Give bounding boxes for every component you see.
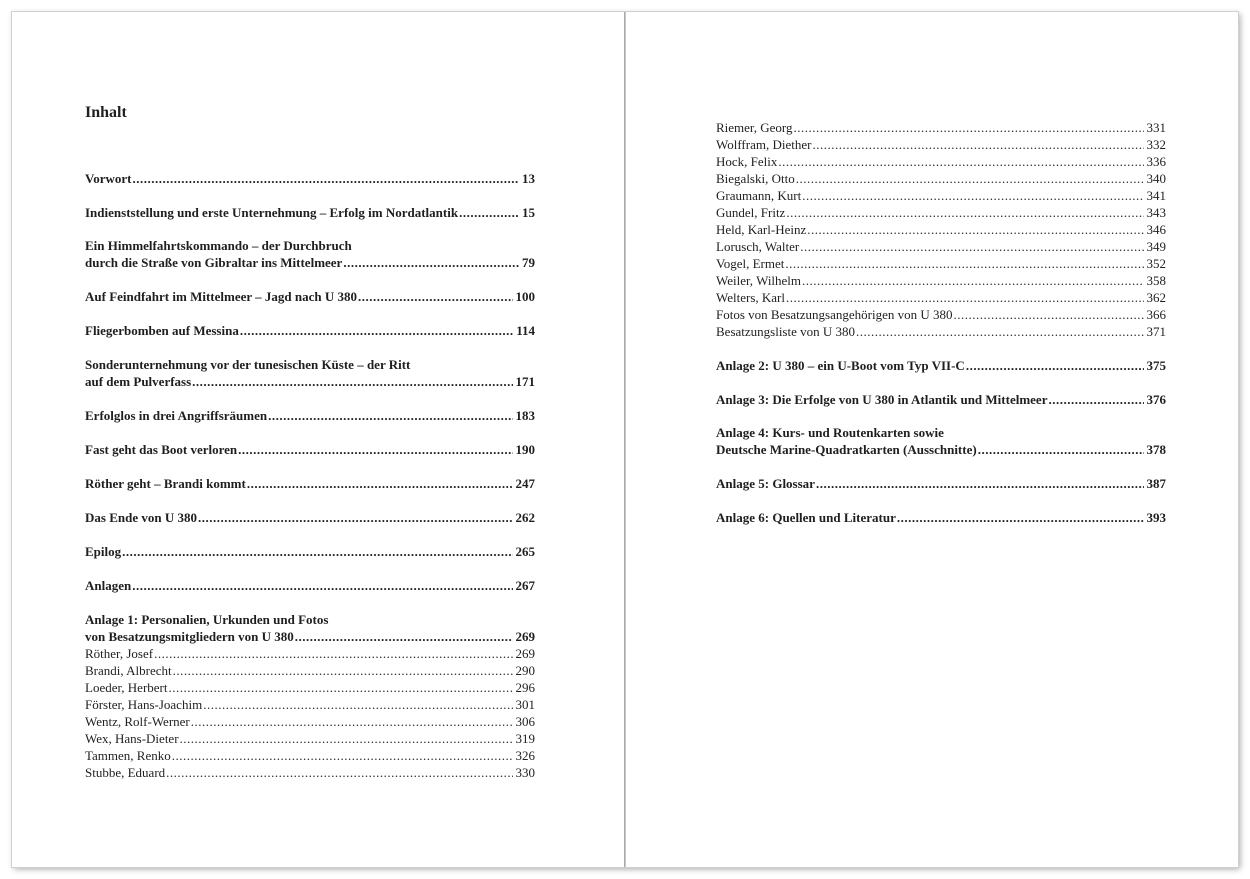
toc-entry-row [716, 289, 1166, 306]
toc-entry-page-number: 296 [515, 680, 535, 695]
dot-leader [238, 441, 512, 458]
toc-entry-page-number: 290 [515, 663, 535, 678]
dot-leader [173, 662, 513, 679]
toc-entry [85, 577, 535, 594]
toc-entry-page-number: 336 [1146, 154, 1166, 169]
toc-entry-row [85, 441, 535, 458]
toc-entry [85, 407, 535, 424]
toc-entry-row [716, 136, 1166, 153]
toc-entry-page-number: 340 [1146, 171, 1166, 186]
dot-leader [198, 509, 513, 526]
toc-entry-row [85, 204, 535, 221]
toc-entry-row [85, 170, 535, 187]
toc-entry-label: Indienststellung und erste Unternehmung – Erfolg im Nordatlantik [85, 205, 459, 220]
toc-entry-label: von Besatzungsmitgliedern von U 380 [85, 629, 294, 644]
toc-entry [85, 204, 535, 221]
dot-leader [785, 255, 1143, 272]
dot-leader [794, 119, 1144, 136]
toc-entry [716, 306, 1166, 323]
toc-entry-label: Erfolglos in drei Angriffsräumen [85, 408, 268, 423]
toc-entry-row [716, 119, 1166, 136]
toc-entry-page-number: 183 [515, 408, 535, 423]
toc-entry-label: Anlage 5: Glossar [716, 476, 815, 491]
toc-entry-row [85, 322, 535, 339]
toc-entry [85, 679, 535, 696]
toc-entry-page-number: 13 [522, 171, 535, 186]
toc-entry-row [716, 391, 1166, 408]
toc-entry-row [716, 357, 1166, 374]
toc-entry-label: Auf Feindfahrt im Mittelmeer – Jagd nach U 380 [85, 289, 358, 304]
dot-leader [203, 696, 512, 713]
toc-entry [85, 356, 535, 390]
toc-entry-page-number: 349 [1146, 239, 1166, 254]
toc-entry-label: Anlagen [85, 578, 132, 593]
dot-leader [800, 238, 1143, 255]
toc-entry-row [85, 679, 535, 696]
dot-leader [247, 475, 513, 492]
toc-entry-label: Wex, Hans-Dieter [85, 731, 179, 746]
toc-entry-row [716, 509, 1166, 526]
dot-leader [954, 306, 1144, 323]
toc-entry-label: Welters, Karl [716, 290, 785, 305]
toc-entry-row [85, 662, 535, 679]
toc-entry-page-number: 378 [1146, 442, 1166, 457]
toc-entry [716, 509, 1166, 526]
toc-entry [716, 323, 1166, 340]
dot-leader [856, 323, 1143, 340]
toc-entry-row [85, 628, 535, 645]
toc-entry-label: Deutsche Marine-Quadratkarten (Ausschnitte) [716, 442, 977, 457]
dot-leader [786, 204, 1143, 221]
toc-entry-label: Lorusch, Walter [716, 239, 800, 254]
toc-entry-page-number: 79 [522, 255, 535, 270]
toc-entry [716, 424, 1166, 458]
dot-leader [459, 204, 519, 221]
toc-entry-label: Brandi, Albrecht [85, 663, 172, 678]
toc-entry-page-number: 269 [515, 646, 535, 661]
toc-entry [85, 611, 535, 645]
toc-entry-title-line: Anlage 1: Personalien, Urkunden und Fotos [85, 612, 329, 627]
dot-leader [268, 407, 512, 424]
book-spread [12, 12, 1238, 867]
dot-leader [169, 679, 513, 696]
toc-entry [716, 475, 1166, 492]
toc-entry [716, 153, 1166, 170]
toc-entry-label: Weiler, Wilhelm [716, 273, 802, 288]
toc-entry-label: Epilog [85, 544, 122, 559]
dot-leader [132, 577, 512, 594]
toc-entry-row [716, 323, 1166, 340]
toc-entry-row [85, 288, 535, 305]
toc-entry [85, 322, 535, 339]
toc-entry-page-number: 100 [515, 289, 535, 304]
toc-entry-row [85, 764, 535, 781]
toc-entry [85, 543, 535, 560]
toc-entry-row [85, 254, 535, 271]
toc-entry-label: Das Ende von U 380 [85, 510, 197, 525]
toc-left [12, 12, 624, 867]
dot-leader [122, 543, 512, 560]
toc-entry [716, 391, 1166, 408]
toc-entry-label: Anlage 3: Die Erfolge von U 380 in Atlantik und Mittelmeer [716, 392, 1048, 407]
toc-entry [85, 170, 535, 187]
toc-entry-page-number: 114 [516, 323, 535, 338]
toc-entry-page-number: 247 [515, 476, 535, 491]
dot-leader [978, 441, 1144, 458]
dot-leader [180, 730, 513, 747]
toc-entry-label: Loeder, Herbert [85, 680, 168, 695]
dot-leader [778, 153, 1143, 170]
toc-entry [716, 289, 1166, 306]
toc-entry-label: Held, Karl-Heinz [716, 222, 807, 237]
toc-entry [85, 713, 535, 730]
toc-entry-row [716, 170, 1166, 187]
dot-leader [802, 187, 1143, 204]
toc-entry-row [85, 696, 535, 713]
toc-entry-label: Vorwort [85, 171, 132, 186]
toc-entry-row [716, 238, 1166, 255]
toc-entry-label: Vogel, Ermet [716, 256, 785, 271]
toc-entry-row [85, 645, 535, 662]
toc-entry-row [716, 255, 1166, 272]
dot-leader [358, 288, 512, 305]
toc-entry-page-number: 306 [515, 714, 535, 729]
dot-leader [816, 475, 1144, 492]
toc-entry [85, 475, 535, 492]
toc-entry-page-number: 362 [1146, 290, 1166, 305]
toc-entry-title-line: Anlage 4: Kurs- und Routenkarten sowie [716, 425, 944, 440]
toc-right [626, 12, 1238, 867]
dot-leader [295, 628, 513, 645]
toc-entry-page-number: 341 [1146, 188, 1166, 203]
dot-leader [897, 509, 1144, 526]
toc-entry-row [716, 153, 1166, 170]
toc-entry [85, 747, 535, 764]
toc-entry [85, 662, 535, 679]
toc-entry-label: Fotos von Besatzungsangehörigen von U 380 [716, 307, 953, 322]
toc-entry-page-number: 267 [515, 578, 535, 593]
toc-entry-label: auf dem Pulverfass [85, 374, 192, 389]
toc-entry-label: Tammen, Renko [85, 748, 171, 763]
toc-entry-title-line: Ein Himmelfahrtskommando – der Durchbruch [85, 238, 352, 253]
toc-entry [85, 696, 535, 713]
toc-entry-label: Wolffram, Diether [716, 137, 812, 152]
toc-entry-label: Hock, Felix [716, 154, 778, 169]
dot-leader [132, 170, 519, 187]
toc-entry-page-number: 366 [1146, 307, 1166, 322]
toc-entry [85, 764, 535, 781]
toc-entry-label: Anlage 2: U 380 – ein U-Boot vom Typ VII-C [716, 358, 965, 373]
toc-entry [85, 288, 535, 305]
toc-entry-label: Biegalski, Otto [716, 171, 795, 186]
toc-entry [716, 357, 1166, 374]
toc-entry-label: Stubbe, Eduard [85, 765, 166, 780]
toc-entry-label: Röther, Josef [85, 646, 154, 661]
toc-entry-page-number: 331 [1146, 120, 1166, 135]
toc-entry-page-number: 269 [515, 629, 535, 644]
toc-entry-row [716, 441, 1166, 458]
dot-leader [154, 645, 512, 662]
toc-entry-page-number: 15 [522, 205, 535, 220]
toc-entry-row [85, 373, 535, 390]
toc-entry [716, 238, 1166, 255]
toc-entry-label: Wentz, Rolf-Werner [85, 714, 190, 729]
toc-entry-page-number: 171 [515, 374, 535, 389]
toc-entry-row [716, 272, 1166, 289]
toc-entry-page-number: 343 [1146, 205, 1166, 220]
toc-entry-page-number: 301 [515, 697, 535, 712]
dot-leader [192, 373, 512, 390]
toc-entry-label: Riemer, Georg [716, 120, 793, 135]
toc-entry-label: durch die Straße von Gibraltar ins Mittelmeer [85, 255, 343, 270]
toc-entry-row [85, 509, 535, 526]
dot-leader [1048, 391, 1143, 408]
toc-entry-page-number: 319 [515, 731, 535, 746]
toc-entry-page-number: 265 [515, 544, 535, 559]
toc-entry-row [716, 475, 1166, 492]
toc-entry-row [85, 747, 535, 764]
toc-entry [716, 187, 1166, 204]
page-title: Inhalt [85, 104, 127, 121]
toc-entry-label: Fast geht das Boot verloren [85, 442, 238, 457]
toc-entry [716, 221, 1166, 238]
toc-entry [85, 441, 535, 458]
dot-leader [812, 136, 1143, 153]
toc-entry-row [85, 713, 535, 730]
toc-entry [85, 645, 535, 662]
dot-leader [172, 747, 513, 764]
left-page [12, 12, 624, 867]
toc-entry-page-number: 332 [1146, 137, 1166, 152]
dot-leader [786, 289, 1144, 306]
toc-entry [85, 730, 535, 747]
toc-entry-label: Fliegerbomben auf Messina [85, 323, 239, 338]
dot-leader [191, 713, 513, 730]
toc-entry-label: Besatzungsliste von U 380 [716, 324, 856, 339]
toc-entry-row [716, 204, 1166, 221]
toc-entry-page-number: 358 [1146, 273, 1166, 288]
dot-leader [966, 357, 1144, 374]
toc-entry-page-number: 330 [515, 765, 535, 780]
toc-entry-label: Förster, Hans-Joachim [85, 697, 203, 712]
toc-entry-row [85, 543, 535, 560]
dot-leader [807, 221, 1143, 238]
toc-entry-page-number: 190 [515, 442, 535, 457]
toc-entry-page-number: 387 [1146, 476, 1166, 491]
toc-entry-row [716, 306, 1166, 323]
toc-entry-row [716, 187, 1166, 204]
toc-entry [716, 204, 1166, 221]
toc-entry-title-line: Sonderunternehmung vor der tunesischen Küste – der Ritt [85, 357, 411, 372]
toc-entry-page-number: 376 [1146, 392, 1166, 407]
dot-leader [240, 322, 513, 339]
toc-entry-page-number: 371 [1146, 324, 1166, 339]
toc-entry [85, 237, 535, 271]
toc-entry [716, 272, 1166, 289]
toc-entry-label: Röther geht – Brandi kommt [85, 476, 246, 491]
toc-entry-row [85, 407, 535, 424]
toc-entry [85, 509, 535, 526]
dot-leader [796, 170, 1144, 187]
toc-entry-page-number: 346 [1146, 222, 1166, 237]
toc-entry-page-number: 326 [515, 748, 535, 763]
toc-entry-page-number: 375 [1146, 358, 1166, 373]
toc-entry [716, 255, 1166, 272]
toc-entry-page-number: 262 [515, 510, 535, 525]
dot-leader [343, 254, 519, 271]
toc-entry-label: Graumann, Kurt [716, 188, 802, 203]
toc-entry [716, 170, 1166, 187]
toc-entry-label: Anlage 6: Quellen und Literatur [716, 510, 896, 525]
toc-entry-page-number: 393 [1146, 510, 1166, 525]
toc-entry-row [85, 475, 535, 492]
toc-entry-page-number: 352 [1146, 256, 1166, 271]
toc-entry-label: Gundel, Fritz [716, 205, 786, 220]
toc-entry-row [85, 577, 535, 594]
toc-entry-row [85, 730, 535, 747]
dot-leader [802, 272, 1143, 289]
dot-leader [166, 764, 512, 781]
right-page [626, 12, 1238, 867]
toc-entry [716, 136, 1166, 153]
toc-entry-row [716, 221, 1166, 238]
toc-entry [716, 119, 1166, 136]
